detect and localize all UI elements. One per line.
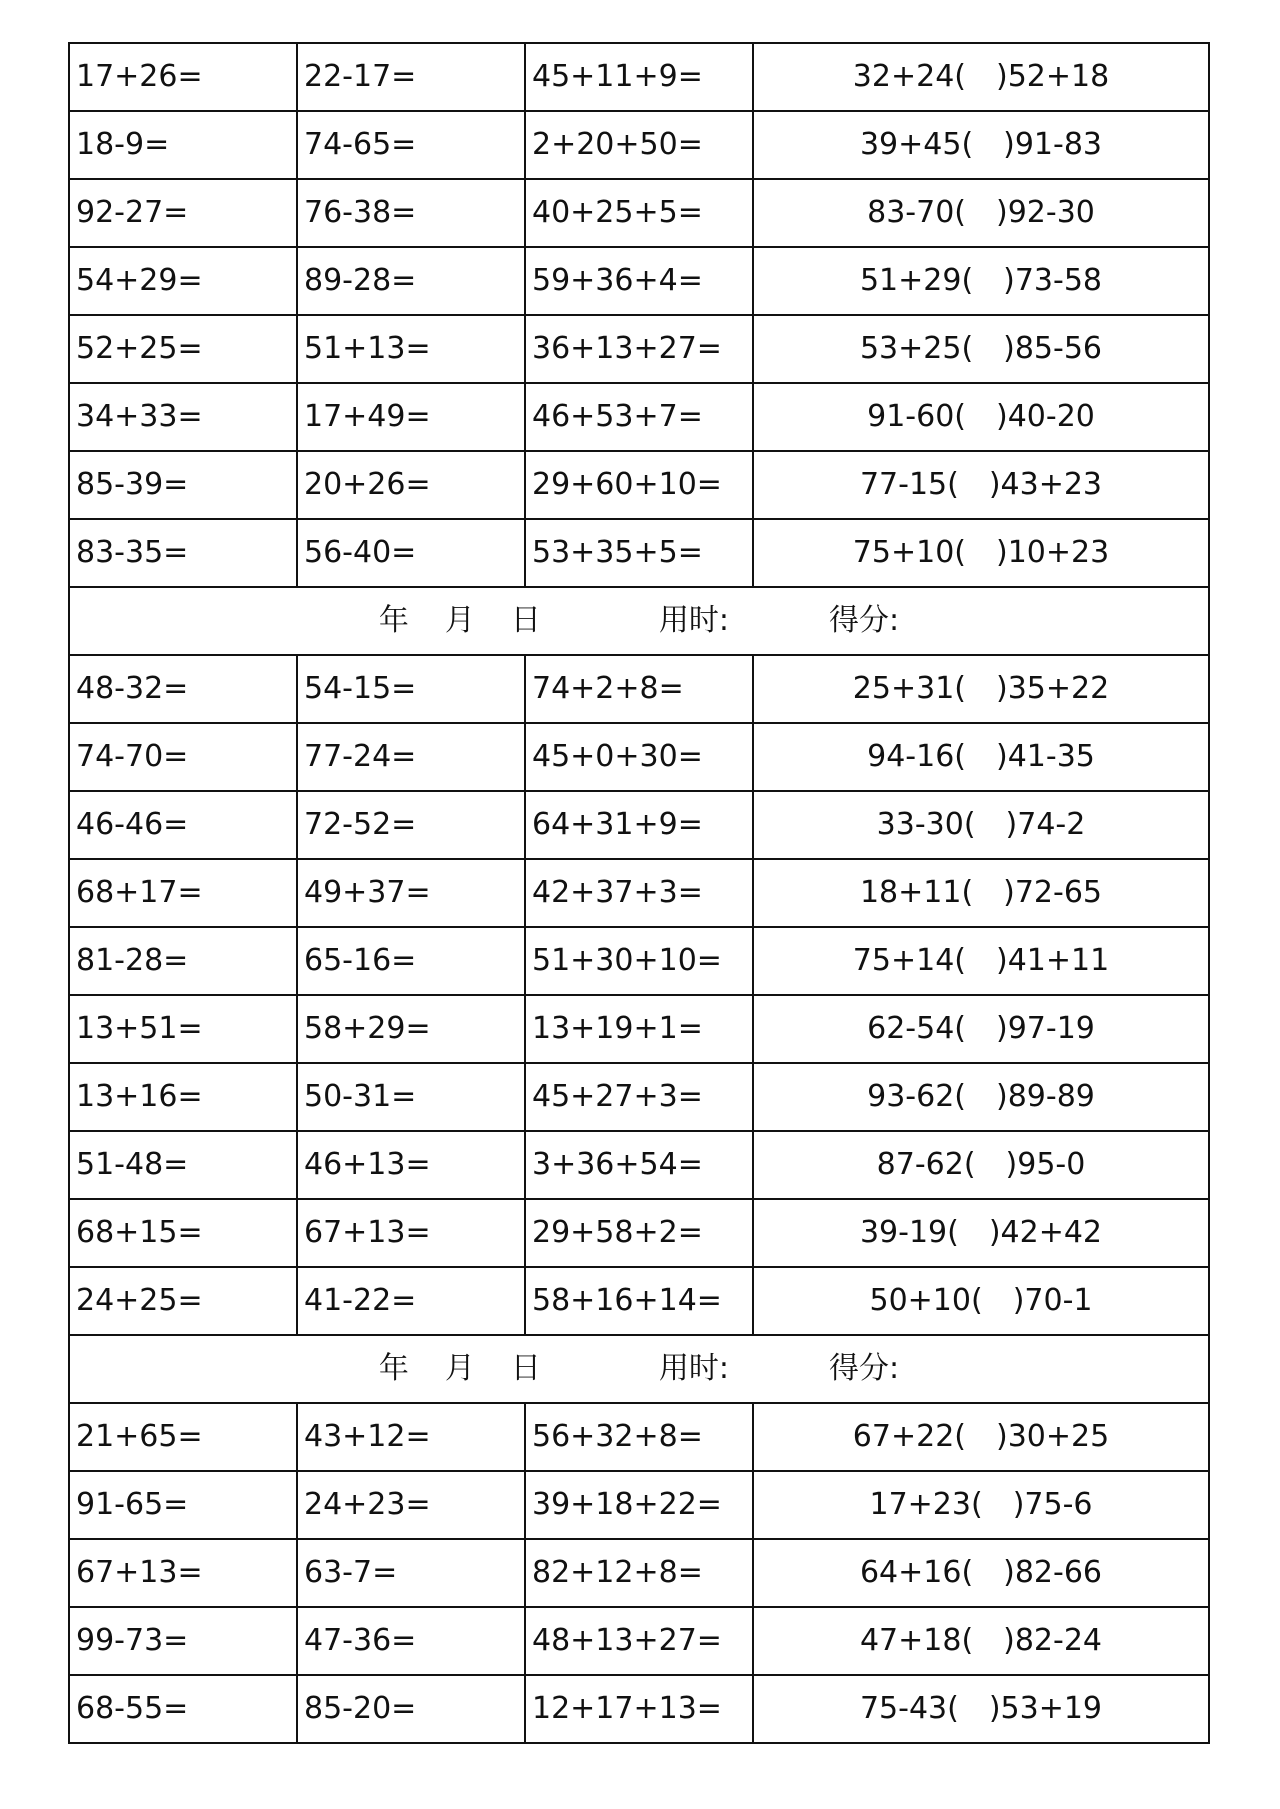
two-term-problem: 92-27= xyxy=(69,179,297,247)
problem-row xyxy=(69,655,1209,723)
two-term-problem: 51-48= xyxy=(69,1131,297,1199)
three-term-problem: 39+18+22= xyxy=(525,1471,753,1539)
two-term-problem: 68-55= xyxy=(69,1675,297,1743)
problem-row xyxy=(69,1471,1209,1539)
three-term-problem: 56+32+8= xyxy=(525,1403,753,1471)
comparison-problem: 77-15( )43+23 xyxy=(753,451,1209,519)
comparison-problem: 25+31( )35+22 xyxy=(753,655,1209,723)
problem-row xyxy=(69,43,1209,111)
score-label: 得分: xyxy=(829,603,900,638)
two-term-problem: 85-39= xyxy=(69,451,297,519)
three-term-problem: 42+37+3= xyxy=(525,859,753,927)
two-term-problem: 24+23= xyxy=(297,1471,525,1539)
two-term-problem: 13+51= xyxy=(69,995,297,1063)
comparison-problem: 94-16( )41-35 xyxy=(753,723,1209,791)
three-term-problem: 48+13+27= xyxy=(525,1607,753,1675)
comparison-problem: 33-30( )74-2 xyxy=(753,791,1209,859)
day-label: 日 xyxy=(510,1351,541,1386)
two-term-problem: 56-40= xyxy=(297,519,525,587)
two-term-problem: 43+12= xyxy=(297,1403,525,1471)
score-label: 得分: xyxy=(829,1351,900,1386)
three-term-problem: 51+30+10= xyxy=(525,927,753,995)
two-term-problem: 18-9= xyxy=(69,111,297,179)
problem-row xyxy=(69,1063,1209,1131)
two-term-problem: 34+33= xyxy=(69,383,297,451)
comparison-problem: 51+29( )73-58 xyxy=(753,247,1209,315)
two-term-problem: 67+13= xyxy=(297,1199,525,1267)
three-term-problem: 3+36+54= xyxy=(525,1131,753,1199)
two-term-problem: 21+65= xyxy=(69,1403,297,1471)
comparison-problem: 87-62( )95-0 xyxy=(753,1131,1209,1199)
problem-row xyxy=(69,995,1209,1063)
time-used-label: 用时: xyxy=(658,603,729,638)
comparison-problem: 64+16( )82-66 xyxy=(753,1539,1209,1607)
two-term-problem: 63-7= xyxy=(297,1539,525,1607)
three-term-problem: 58+16+14= xyxy=(525,1267,753,1335)
two-term-problem: 41-22= xyxy=(297,1267,525,1335)
three-term-problem: 82+12+8= xyxy=(525,1539,753,1607)
year-label: 年 xyxy=(378,603,409,638)
comparison-problem: 53+25( )85-56 xyxy=(753,315,1209,383)
comparison-problem: 32+24( )52+18 xyxy=(753,43,1209,111)
two-term-problem: 89-28= xyxy=(297,247,525,315)
two-term-problem: 77-24= xyxy=(297,723,525,791)
three-term-problem: 59+36+4= xyxy=(525,247,753,315)
two-term-problem: 24+25= xyxy=(69,1267,297,1335)
two-term-problem: 67+13= xyxy=(69,1539,297,1607)
month-label: 月 xyxy=(444,603,475,638)
two-term-problem: 74-70= xyxy=(69,723,297,791)
three-term-problem: 12+17+13= xyxy=(525,1675,753,1743)
problem-row xyxy=(69,1675,1209,1743)
two-term-problem: 47-36= xyxy=(297,1607,525,1675)
two-term-problem: 48-32= xyxy=(69,655,297,723)
three-term-problem: 45+11+9= xyxy=(525,43,753,111)
two-term-problem: 81-28= xyxy=(69,927,297,995)
two-term-problem: 52+25= xyxy=(69,315,297,383)
problem-row xyxy=(69,927,1209,995)
problem-row xyxy=(69,859,1209,927)
two-term-problem: 68+17= xyxy=(69,859,297,927)
problem-row xyxy=(69,1607,1209,1675)
two-term-problem: 99-73= xyxy=(69,1607,297,1675)
worksheet-table xyxy=(68,42,1210,1744)
comparison-problem: 91-60( )40-20 xyxy=(753,383,1209,451)
comparison-problem: 83-70( )92-30 xyxy=(753,179,1209,247)
comparison-problem: 47+18( )82-24 xyxy=(753,1607,1209,1675)
two-term-problem: 65-16= xyxy=(297,927,525,995)
three-term-problem: 13+19+1= xyxy=(525,995,753,1063)
comparison-problem: 67+22( )30+25 xyxy=(753,1403,1209,1471)
time-used-label: 用时: xyxy=(658,1351,729,1386)
two-term-problem: 68+15= xyxy=(69,1199,297,1267)
problem-row xyxy=(69,1267,1209,1335)
month-label: 月 xyxy=(444,1351,475,1386)
problem-row xyxy=(69,791,1209,859)
two-term-problem: 58+29= xyxy=(297,995,525,1063)
two-term-problem: 74-65= xyxy=(297,111,525,179)
comparison-problem: 17+23( )75-6 xyxy=(753,1471,1209,1539)
two-term-problem: 46-46= xyxy=(69,791,297,859)
comparison-problem: 62-54( )97-19 xyxy=(753,995,1209,1063)
day-label: 日 xyxy=(510,603,541,638)
two-term-problem: 83-35= xyxy=(69,519,297,587)
problem-row xyxy=(69,1403,1209,1471)
comparison-problem: 50+10( )70-1 xyxy=(753,1267,1209,1335)
two-term-problem: 20+26= xyxy=(297,451,525,519)
three-term-problem: 45+0+30= xyxy=(525,723,753,791)
two-term-problem: 54-15= xyxy=(297,655,525,723)
date-time-score-header xyxy=(69,587,1209,655)
three-term-problem: 29+58+2= xyxy=(525,1199,753,1267)
two-term-problem: 76-38= xyxy=(297,179,525,247)
date-time-score-header-row xyxy=(69,1335,1209,1403)
problem-row xyxy=(69,723,1209,791)
year-label: 年 xyxy=(378,1351,409,1386)
date-time-score-header xyxy=(69,1335,1209,1403)
problem-row xyxy=(69,451,1209,519)
comparison-problem: 75+10( )10+23 xyxy=(753,519,1209,587)
two-term-problem: 13+16= xyxy=(69,1063,297,1131)
two-term-problem: 17+26= xyxy=(69,43,297,111)
comparison-problem: 75-43( )53+19 xyxy=(753,1675,1209,1743)
comparison-problem: 75+14( )41+11 xyxy=(753,927,1209,995)
three-term-problem: 53+35+5= xyxy=(525,519,753,587)
date-time-score-header-row xyxy=(69,587,1209,655)
two-term-problem: 17+49= xyxy=(297,383,525,451)
comparison-problem: 39+45( )91-83 xyxy=(753,111,1209,179)
problem-row xyxy=(69,315,1209,383)
problem-row xyxy=(69,383,1209,451)
three-term-problem: 29+60+10= xyxy=(525,451,753,519)
problem-row xyxy=(69,111,1209,179)
problem-row xyxy=(69,247,1209,315)
problem-row xyxy=(69,179,1209,247)
two-term-problem: 46+13= xyxy=(297,1131,525,1199)
two-term-problem: 51+13= xyxy=(297,315,525,383)
two-term-problem: 22-17= xyxy=(297,43,525,111)
three-term-problem: 45+27+3= xyxy=(525,1063,753,1131)
three-term-problem: 40+25+5= xyxy=(525,179,753,247)
two-term-problem: 91-65= xyxy=(69,1471,297,1539)
problem-row xyxy=(69,1131,1209,1199)
three-term-problem: 46+53+7= xyxy=(525,383,753,451)
comparison-problem: 18+11( )72-65 xyxy=(753,859,1209,927)
problem-row xyxy=(69,1539,1209,1607)
three-term-problem: 36+13+27= xyxy=(525,315,753,383)
three-term-problem: 64+31+9= xyxy=(525,791,753,859)
comparison-problem: 39-19( )42+42 xyxy=(753,1199,1209,1267)
three-term-problem: 2+20+50= xyxy=(525,111,753,179)
problem-row xyxy=(69,1199,1209,1267)
three-term-problem: 74+2+8= xyxy=(525,655,753,723)
two-term-problem: 72-52= xyxy=(297,791,525,859)
comparison-problem: 93-62( )89-89 xyxy=(753,1063,1209,1131)
two-term-problem: 50-31= xyxy=(297,1063,525,1131)
two-term-problem: 54+29= xyxy=(69,247,297,315)
two-term-problem: 85-20= xyxy=(297,1675,525,1743)
problem-row xyxy=(69,519,1209,587)
two-term-problem: 49+37= xyxy=(297,859,525,927)
